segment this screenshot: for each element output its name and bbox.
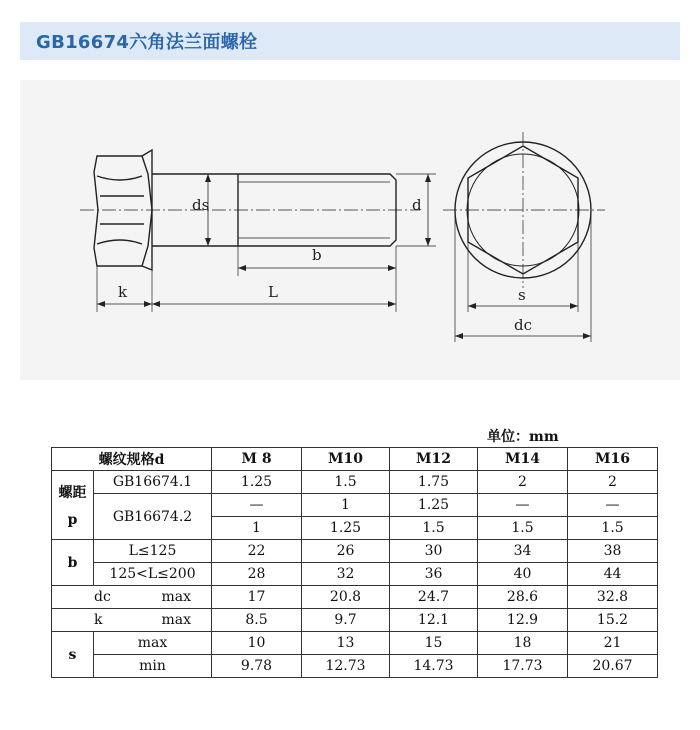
table-cell: 24.7 — [390, 586, 478, 609]
table-cell: 1.5 — [390, 517, 478, 540]
bolt-drawing-svg — [20, 80, 680, 380]
s-min-label-cell: min — [94, 655, 212, 678]
table-cell: 15.2 — [568, 609, 658, 632]
table-row — [52, 632, 658, 655]
table-cell: 14.73 — [390, 655, 478, 678]
size-header-3: M14 — [478, 448, 568, 471]
table-cell: 32 — [302, 563, 390, 586]
table-cell: 17 — [212, 586, 302, 609]
spec-table — [51, 447, 658, 678]
table-cell: 10 — [212, 632, 302, 655]
table-cell: 1.25 — [390, 494, 478, 517]
table-cell: 38 — [568, 540, 658, 563]
table-cell: 1.25 — [212, 471, 302, 494]
table-cell: 20.67 — [568, 655, 658, 678]
dim-label-b: b — [312, 246, 322, 264]
size-header-1: M10 — [302, 448, 390, 471]
table-cell: 9.78 — [212, 655, 302, 678]
table-cell: 30 — [390, 540, 478, 563]
dim-label-d: d — [412, 196, 422, 214]
table-cell: 1.25 — [302, 517, 390, 540]
table-cell: 1.75 — [390, 471, 478, 494]
table-row — [52, 655, 658, 678]
b-label-cell: b — [52, 540, 94, 586]
table-cell: 32.8 — [568, 586, 658, 609]
spec-header-cell: 螺纹规格d — [52, 448, 212, 471]
table-cell: 34 — [478, 540, 568, 563]
table-cell: 26 — [302, 540, 390, 563]
table-cell: — — [478, 494, 568, 517]
b-cond1-cell: L≤125 — [94, 540, 212, 563]
k-label: k — [94, 612, 103, 628]
table-row — [52, 494, 658, 517]
title-bar — [20, 22, 680, 60]
pitch-label-cell — [52, 471, 94, 540]
table-cell: 28.6 — [478, 586, 568, 609]
size-header-0: M 8 — [212, 448, 302, 471]
table-row — [52, 471, 658, 494]
dimension-arrows — [97, 174, 591, 339]
table-cell: 2 — [568, 471, 658, 494]
table-cell: 17.73 — [478, 655, 568, 678]
table-cell: 1.5 — [302, 471, 390, 494]
table-header-row — [52, 448, 658, 471]
dim-label-ds: ds — [192, 196, 210, 214]
size-header-4: M16 — [568, 448, 658, 471]
size-header-2: M12 — [390, 448, 478, 471]
table-cell: 1.5 — [568, 517, 658, 540]
table-cell: 15 — [390, 632, 478, 655]
dim-label-s: s — [518, 286, 526, 304]
table-cell: 12.9 — [478, 609, 568, 632]
bolt-head-outline — [94, 156, 152, 266]
technical-drawing — [20, 80, 680, 380]
unit-label: 单位：mm — [487, 429, 559, 445]
table-cell: 44 — [568, 563, 658, 586]
table-cell: 21 — [568, 632, 658, 655]
table-cell: 12.1 — [390, 609, 478, 632]
table-cell: 1 — [302, 494, 390, 517]
table-row — [52, 540, 658, 563]
s-label-cell: s — [52, 632, 94, 678]
table-cell: 20.8 — [302, 586, 390, 609]
dc-max-label: max — [161, 589, 192, 605]
table-cell: 2 — [478, 471, 568, 494]
k-label-cell — [52, 609, 212, 632]
pitch-symbol: p — [67, 512, 78, 528]
b-cond2-cell: 125<L≤200 — [94, 563, 212, 586]
pitch-std1-cell: GB16674.1 — [94, 471, 212, 494]
table-row — [52, 609, 658, 632]
dim-label-dc: dc — [514, 316, 533, 334]
dim-label-k: k — [118, 283, 128, 301]
k-max-label: max — [161, 612, 192, 628]
table-cell: 9.7 — [302, 609, 390, 632]
dc-label-cell — [52, 586, 212, 609]
table-cell: 36 — [390, 563, 478, 586]
table-cell: 12.73 — [302, 655, 390, 678]
table-row — [52, 586, 658, 609]
table-cell: 18 — [478, 632, 568, 655]
pitch-label: 螺距 — [58, 485, 87, 501]
table-cell: 1.5 — [478, 517, 568, 540]
page-title: GB16674六角法兰面螺栓 — [36, 32, 258, 53]
pitch-std2-cell: GB16674.2 — [94, 494, 212, 540]
table-cell: 13 — [302, 632, 390, 655]
dim-label-L: L — [268, 283, 278, 301]
table-cell: — — [212, 494, 302, 517]
table-cell: 28 — [212, 563, 302, 586]
s-max-label-cell: max — [94, 632, 212, 655]
table-row — [52, 563, 658, 586]
dc-label: dc — [94, 589, 111, 605]
table-cell: 8.5 — [212, 609, 302, 632]
table-cell: — — [568, 494, 658, 517]
table-cell: 22 — [212, 540, 302, 563]
table-cell: 40 — [478, 563, 568, 586]
table-cell: 1 — [212, 517, 302, 540]
